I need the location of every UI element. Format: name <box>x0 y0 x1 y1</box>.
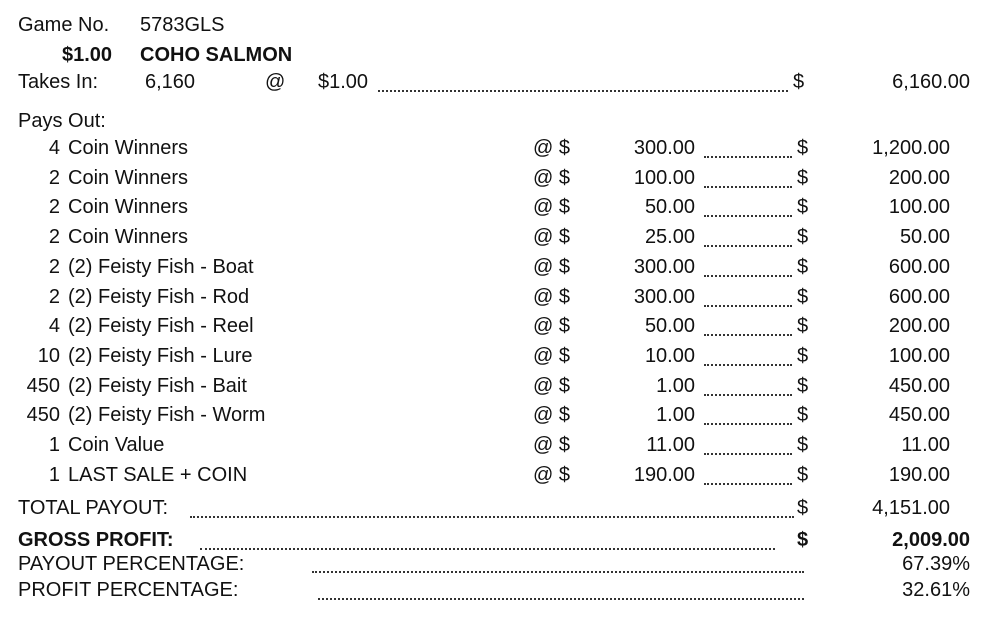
payout-leader <box>704 245 792 247</box>
profit-percentage-value: 32.61% <box>902 579 970 601</box>
payout-leader <box>704 275 792 277</box>
takes-in-count: 6,160 <box>145 71 196 93</box>
payout-dollar: $ <box>797 434 809 456</box>
payout-leader <box>704 394 792 396</box>
payout-qty: 2 <box>48 256 60 278</box>
payout-qty: 4 <box>48 315 60 337</box>
payout-leader <box>704 364 792 366</box>
pays-out-label: Pays Out: <box>18 110 106 132</box>
payout-dollar: $ <box>797 226 809 248</box>
payout-total: 100.00 <box>888 196 950 218</box>
payout-prize-value: 300.00 <box>633 256 695 278</box>
payout-description: LAST SALE + COIN <box>68 464 248 486</box>
payout-qty: 2 <box>48 286 60 308</box>
payout-total: 50.00 <box>899 226 950 248</box>
gross-profit-value: 2,009.00 <box>892 529 970 551</box>
payout-at-dollar: @ $ <box>533 464 570 486</box>
payout-total: 600.00 <box>888 286 950 308</box>
payout-at-dollar: @ $ <box>533 286 570 308</box>
payout-prize-value: 1.00 <box>656 375 695 397</box>
payout-total: 450.00 <box>888 404 950 426</box>
payout-total: 200.00 <box>888 315 950 337</box>
payout-description: (2) Feisty Fish - Lure <box>68 345 253 367</box>
payout-description: (2) Feisty Fish - Rod <box>68 286 250 308</box>
payout-dollar: $ <box>797 375 809 397</box>
payout-total: 450.00 <box>888 375 950 397</box>
payout-prize-value: 50.00 <box>644 315 695 337</box>
takes-in-label: Takes In: <box>18 71 99 93</box>
game-no-value: 5783GLS <box>140 14 225 36</box>
payout-leader <box>704 423 792 425</box>
takes-in-price: $1.00 <box>318 71 369 93</box>
gross-profit-leader <box>200 548 775 550</box>
payout-leader <box>704 453 792 455</box>
gross-profit-label: GROSS PROFIT: <box>18 529 174 551</box>
payout-description: Coin Winners <box>68 167 189 189</box>
game-no-label: Game No. <box>18 14 110 36</box>
payout-dollar: $ <box>797 404 809 426</box>
payout-prize-value: 25.00 <box>644 226 695 248</box>
payout-percentage-value: 67.39% <box>902 553 970 575</box>
payout-qty: 2 <box>48 226 60 248</box>
payout-total: 1,200.00 <box>872 137 950 159</box>
payout-total: 100.00 <box>888 345 950 367</box>
payout-at-dollar: @ $ <box>533 315 570 337</box>
payout-prize-value: 300.00 <box>633 286 695 308</box>
payout-dollar: $ <box>797 167 809 189</box>
payout-prize-value: 50.00 <box>644 196 695 218</box>
payout-description: (2) Feisty Fish - Boat <box>68 256 254 278</box>
gross-profit-dollar: $ <box>797 529 809 551</box>
payout-description: (2) Feisty Fish - Reel <box>68 315 254 337</box>
payout-qty: 1 <box>48 464 60 486</box>
payout-at-dollar: @ $ <box>533 196 570 218</box>
game-name: COHO SALMON <box>140 44 293 66</box>
payout-leader <box>704 156 792 158</box>
payout-dollar: $ <box>797 315 809 337</box>
payout-at-dollar: @ $ <box>533 167 570 189</box>
payout-at-dollar: @ $ <box>533 226 570 248</box>
payout-prize-value: 11.00 <box>646 434 695 456</box>
total-payout-leader <box>190 516 794 518</box>
payout-percentage-label: PAYOUT PERCENTAGE: <box>18 553 245 575</box>
payout-description: Coin Winners <box>68 196 189 218</box>
payout-prize-value: 300.00 <box>633 137 695 159</box>
payout-prize-value: 1.00 <box>656 404 695 426</box>
payout-percentage-leader <box>312 571 804 573</box>
payout-total: 200.00 <box>888 167 950 189</box>
payout-dollar: $ <box>797 256 809 278</box>
payout-qty: 1 <box>48 434 60 456</box>
total-payout-label: TOTAL PAYOUT: <box>18 497 169 519</box>
takes-in-amount: 6,160.00 <box>892 71 970 93</box>
payout-dollar: $ <box>797 137 809 159</box>
payout-at-dollar: @ $ <box>533 345 570 367</box>
payout-at-dollar: @ $ <box>533 434 570 456</box>
payout-qty: 2 <box>48 196 60 218</box>
payout-qty: 10 <box>37 345 60 367</box>
total-payout-value: 4,151.00 <box>872 497 950 519</box>
payout-at-dollar: @ $ <box>533 137 570 159</box>
payout-at-dollar: @ $ <box>533 375 570 397</box>
payout-qty: 2 <box>48 167 60 189</box>
takes-in-leader <box>378 90 788 92</box>
payout-description: (2) Feisty Fish - Worm <box>68 404 266 426</box>
takes-in-at: @ <box>265 71 286 93</box>
takes-in-dollar: $ <box>793 71 805 93</box>
payout-leader <box>704 305 792 307</box>
payout-description: Coin Value <box>68 434 165 456</box>
payout-total: 600.00 <box>888 256 950 278</box>
payout-total: 11.00 <box>901 434 950 456</box>
payout-dollar: $ <box>797 345 809 367</box>
payout-prize-value: 100.00 <box>633 167 695 189</box>
payout-leader <box>704 186 792 188</box>
payout-leader <box>704 334 792 336</box>
payout-total: 190.00 <box>888 464 950 486</box>
payout-dollar: $ <box>797 464 809 486</box>
payout-dollar: $ <box>797 196 809 218</box>
payout-dollar: $ <box>797 286 809 308</box>
profit-percentage-label: PROFIT PERCENTAGE: <box>18 579 239 601</box>
payout-leader <box>704 215 792 217</box>
payout-description: Coin Winners <box>68 226 189 248</box>
payout-qty: 450 <box>26 375 60 397</box>
payout-description: Coin Winners <box>68 137 189 159</box>
profit-percentage-leader <box>318 598 804 600</box>
payout-prize-value: 10.00 <box>644 345 695 367</box>
payout-prize-value: 190.00 <box>633 464 695 486</box>
payout-description: (2) Feisty Fish - Bait <box>68 375 247 397</box>
payout-at-dollar: @ $ <box>533 256 570 278</box>
payout-leader <box>704 483 792 485</box>
payout-qty: 4 <box>48 137 60 159</box>
payout-qty: 450 <box>26 404 60 426</box>
ticket-price: $1.00 <box>62 44 113 66</box>
payout-at-dollar: @ $ <box>533 404 570 426</box>
total-payout-dollar: $ <box>797 497 809 519</box>
